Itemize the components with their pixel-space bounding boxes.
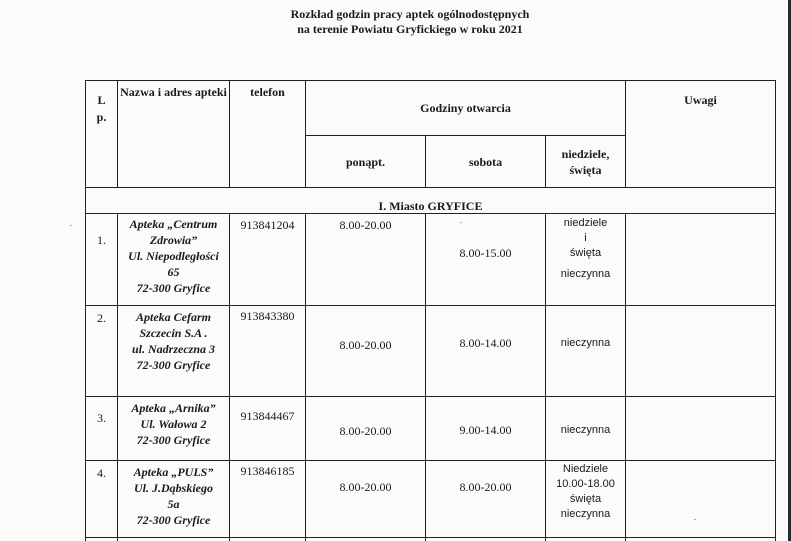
row1-phone: 913841204: [240, 218, 295, 232]
header-hours: Godziny otwarcia: [420, 100, 511, 115]
row4-sunday: Niedziele 10.00-18.00 święta nieczynna: [556, 463, 615, 520]
row2-sunday: nieczynna: [560, 336, 611, 349]
row4-name: Apteka „PULS” Ul. J.Dąbskiego 5a 72-300 Gryfice: [133, 465, 214, 527]
row2-lp: 2.: [97, 311, 106, 325]
row1-saturday: 8.00-15.00: [459, 246, 512, 260]
header-weekday: ponąpt.: [345, 154, 386, 169]
row2-weekday: 8.00-20.00: [339, 338, 392, 352]
row1-weekday: 8.00-20.00: [339, 218, 392, 232]
row4-saturday: 8.00-20.00: [459, 480, 512, 494]
header-saturday: sobota: [468, 154, 503, 169]
header-lp: L p.: [96, 93, 107, 124]
row2-saturday: 8.00-14.00: [459, 336, 512, 350]
row3-saturday: 9.00-14.00: [459, 423, 512, 437]
row3-sunday: nieczynna: [560, 423, 611, 436]
header-name: Nazwa i adres apteki: [120, 85, 227, 99]
row1-sunday: niedziele i święta nieczynna: [560, 217, 611, 280]
scan-speck: [70, 225, 72, 226]
row3-name: Apteka „Arnika” Ul. Wałowa 2 72-300 Gryfice: [131, 401, 216, 447]
row4-phone: 913846185: [240, 464, 295, 478]
row1-name: Apteka „Centrum Zdrowia” Ul. Niepodległości 65 72-300 Gryfice: [128, 217, 219, 295]
header-sunday: niedziele, święta: [561, 146, 610, 177]
row2-name: Apteka Cefarm Szczecin S.A . ul. Nadrzeczna 3 72-300 Gryfice: [131, 310, 215, 372]
row1-lp: 1.: [97, 233, 106, 247]
row3-weekday: 8.00-20.00: [339, 424, 392, 438]
section-title: I. Miasto GRYFICE: [378, 199, 483, 213]
document-title-line-2: na terenie Powiatu Gryfickiego w roku 2021: [297, 22, 523, 36]
row3-phone: 913844467: [240, 409, 295, 423]
row4-weekday: 8.00-20.00: [339, 480, 392, 494]
header-remarks: Uwagi: [684, 93, 717, 107]
header-phone: telefon: [250, 85, 285, 99]
row4-lp: 4.: [97, 466, 106, 480]
document-title-line-1: Rozkład godzin pracy aptek ogólnodostępnych: [290, 7, 530, 21]
scan-speck: [460, 222, 462, 223]
row3-lp: 3.: [97, 411, 106, 425]
scan-speck: [694, 519, 696, 520]
row2-phone: 913843380: [240, 309, 295, 323]
